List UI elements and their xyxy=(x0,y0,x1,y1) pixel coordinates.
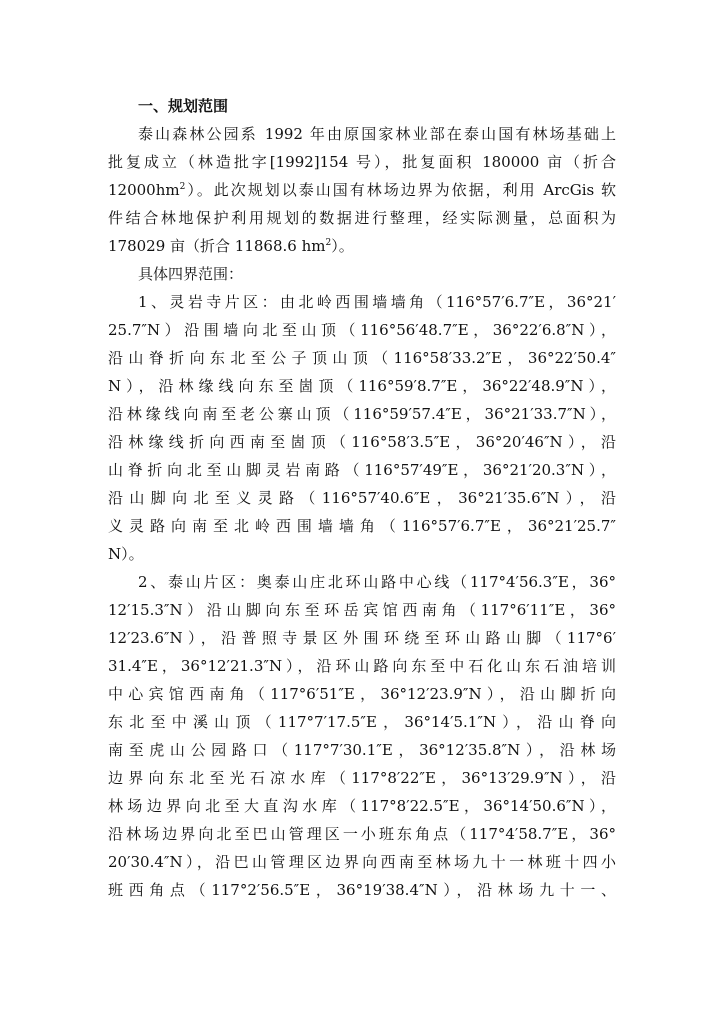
paragraph-boundaries-intro xyxy=(108,260,616,288)
text-line: 1、灵岩寺片区：由北岭西围墙墙角（116°57′6.7″E，36°21′ xyxy=(138,293,616,311)
text-line: 班西角点（117°2′56.5″E，36°19′38.4″N），沿林场九十一、 xyxy=(108,881,616,899)
text-fragment: ）。此次规划以泰山国有林场边界为依据，利用 ArcGis 软 xyxy=(185,181,616,199)
text-line xyxy=(108,176,616,204)
text-line: N），沿林缘线向东至崮顶（116°59′8.7″E，36°22′48.9″N）， xyxy=(108,377,616,395)
paragraph-lingyansi xyxy=(108,288,616,568)
text-line: 31.4″E，36°12′21.3″N），沿环山路向东至中石化山东石油培训 xyxy=(108,657,616,675)
text-line: 沿林场边界向北至巴山管理区一小班东角点（117°4′58.7″E，36° xyxy=(108,825,616,843)
text-line xyxy=(108,232,616,260)
text-line: 25.7″N）沿围墙向北至山顶（116°56′48.7″E，36°22′6.8″N）， xyxy=(108,321,616,339)
document-page xyxy=(108,92,616,904)
paragraph-taishan xyxy=(108,568,616,904)
text-line: 沿林缘线折向西南至崮顶（116°58′3.5″E，36°20′46″N），沿 xyxy=(108,433,616,451)
text-line: 边界向东北至光石凉水库（117°8′22″E，36°13′29.9″N），沿 xyxy=(108,769,616,787)
text-line: 山脊折向北至山脚灵岩南路（116°57′49″E，36°21′20.3″N）， xyxy=(108,461,616,479)
paragraph-intro xyxy=(108,120,616,260)
text-line: 泰山森林公园系 1992 年由原国家林业部在泰山国有林场基础上 xyxy=(138,125,616,143)
text-line: 林场边界向北至大直沟水库（117°8′22.5″E，36°14′50.6″N）， xyxy=(108,797,616,815)
text-line: 中心宾馆西南角（117°6′51″E，36°12′23.9″N），沿山脚折向 xyxy=(108,685,616,703)
text-line: 20′30.4″N），沿巴山管理区边界向西南至林场九十一林班十四小 xyxy=(108,853,616,871)
text-line: 具体四界范围： xyxy=(138,265,244,283)
superscript: 2 xyxy=(325,238,332,248)
text-fragment: ）。 xyxy=(331,237,354,255)
text-line: 沿山脚向北至义灵路（116°57′40.6″E，36°21′35.6″N），沿 xyxy=(108,489,616,507)
text-line: 件结合林地保护利用规划的数据进行整理，经实际测量，总面积为 xyxy=(108,209,616,227)
text-line: 沿山脊折向东北至公子顶山顶（116°58′33.2″E，36°22′50.4″ xyxy=(108,349,616,367)
text-fragment: 12000hm xyxy=(108,181,180,199)
text-line: 沿林缘线向南至老公寨山顶（116°59′57.4″E，36°21′33.7″N）， xyxy=(108,405,616,423)
text-line: N）。 xyxy=(108,545,144,563)
text-line: 2、泰山片区：奥泰山庄北环山路中心线（117°4′56.3″E，36° xyxy=(138,573,616,591)
superscript: 2 xyxy=(179,182,186,192)
text-line: 12′23.6″N），沿普照寺景区外围环绕至环山路山脚（117°6′ xyxy=(108,629,616,647)
text-fragment: 178029 亩（折合 11868.6 hm xyxy=(108,237,326,255)
text-line: 南至虎山公园路口（117°7′30.1″E，36°12′35.8″N），沿林场 xyxy=(108,741,616,759)
text-line: 批复成立（林造批字[1992]154 号），批复面积 180000 亩（折合 xyxy=(108,153,616,171)
text-line: 东北至中溪山顶（117°7′17.5″E，36°14′5.1″N），沿山脊向 xyxy=(108,713,616,731)
text-line: 义灵路向南至北岭西围墙墙角（116°57′6.7″E，36°21′25.7″ xyxy=(108,517,616,535)
section-heading: 一、规划范围 xyxy=(138,97,229,115)
text-line: 12′15.3″N）沿山脚向东至环岳宾馆西南角（117°6′11″E，36° xyxy=(108,601,616,619)
